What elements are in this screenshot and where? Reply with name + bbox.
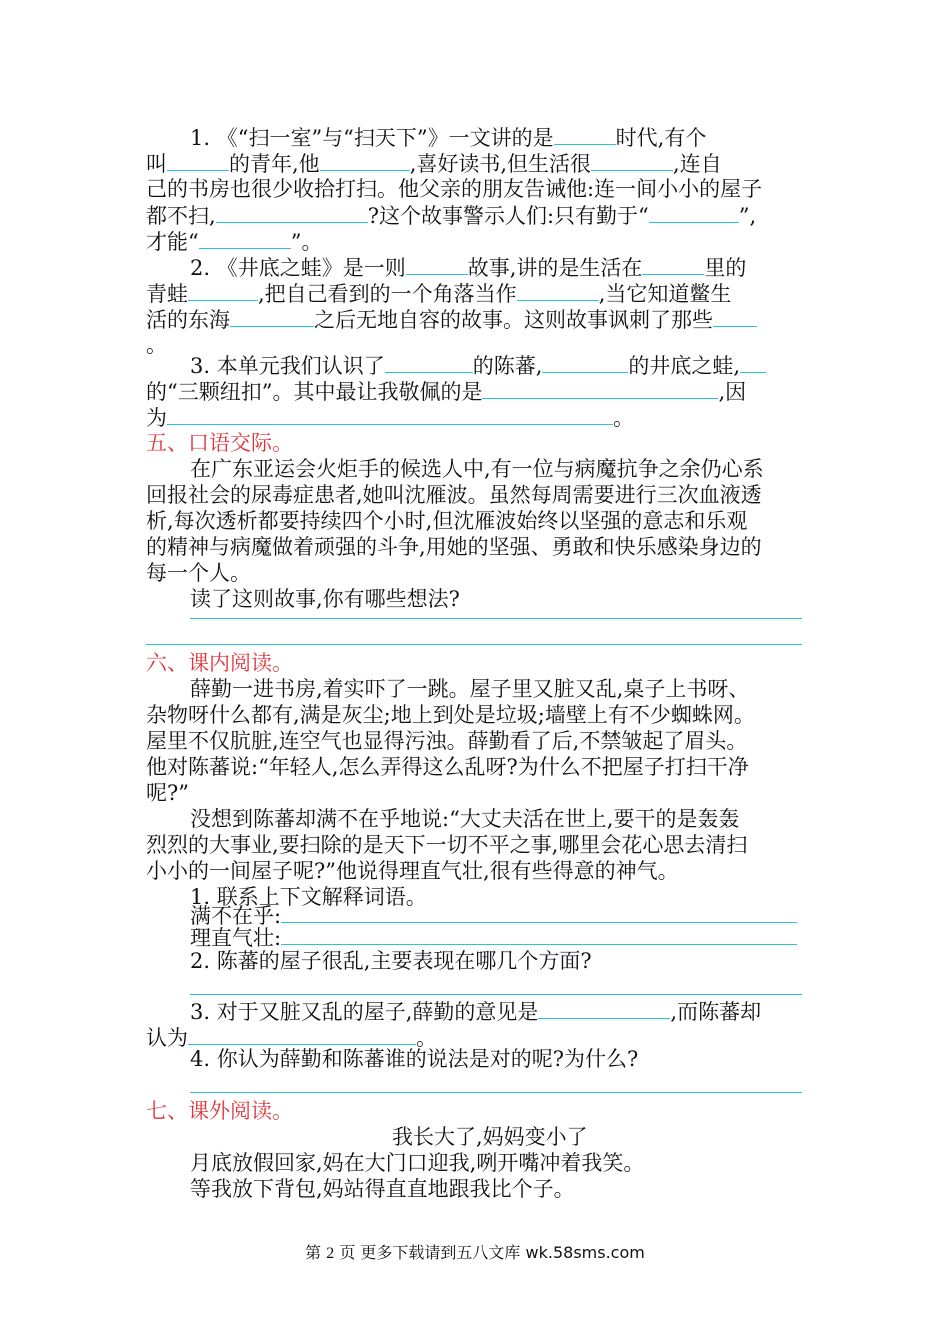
passage-line: 呢?”: [146, 781, 189, 805]
passage-line: 月底放假回家,妈在大门口迎我,咧开嘴冲着我笑。: [190, 1151, 645, 1175]
word-explain-1: 满不在乎:: [190, 902, 797, 929]
q3-in-class: 3. 对于又脏又乱的屋子,薛勤的意见是 ,而陈蕃却: [190, 1000, 762, 1024]
q2-line-2: 青蛙 ,把自己看到的一个角落当作 ,当它知道鳖生: [146, 282, 732, 306]
answer-line[interactable]: [190, 618, 802, 619]
question-text: 4. 你认为薛勤和陈蕃谁的说法是对的呢?为什么?: [190, 1047, 639, 1071]
passage-line: 析,每次透析都要持续四个小时,但沈雁波始终以坚强的意志和乐观: [146, 509, 748, 533]
q2-line-3: 活的东海 之后无地自容的故事。这则故事讽刺了那些: [146, 306, 757, 333]
word-explain-2: 理直气壮:: [190, 924, 797, 951]
passage-line: 等我放下背包,妈站得直直地跟我比个子。: [190, 1177, 575, 1201]
passage-line: 杂物呀什么都有,满是灰尘;地上到处是垃圾;墙壁上有不少蜘蛛网。: [146, 703, 755, 727]
passage-line: 屋里不仅肮脏,连空气也显得污浊。薛勤看了后,不禁皱起了眉头。: [146, 729, 748, 753]
q1-line-3: 己的书房也很少收拾打扫。他父亲的朋友告诫他:连一间小小的屋子: [146, 177, 763, 201]
question-text: 2. 陈蕃的屋子很乱,主要表现在哪几个方面?: [190, 949, 592, 973]
passage-line: 的精神与病魔做着顽强的斗争,用她的坚强、勇敢和快乐感染身边的: [146, 535, 762, 559]
q1-line-4: 都不扫, ?这个故事警示人们:只有勤于“ ”,: [146, 204, 757, 228]
passage-line: 烈烈的大事业,要扫除的是天下一切不平之事,哪里会花心思去清扫: [146, 833, 748, 857]
passage-line: 小小的一间屋子呢?”他说得理直气壮,很有些得意的神气。: [146, 859, 679, 883]
question-text: 读了这则故事,你有哪些想法?: [190, 587, 460, 611]
q3-line-3: 为 。: [146, 406, 634, 430]
passage-line: 没想到陈蕃却满不在乎地说:“大丈夫活在世上,要干的是轰轰: [190, 807, 740, 831]
q2-line-1: 2. 《井底之蛙》是一则 故事,讲的是生活在 里的: [190, 256, 747, 280]
answer-line[interactable]: [146, 644, 802, 645]
passage-line: 薛勤一进书房,着实吓了一跳。屋子里又脏又乱,桌子上书呀、: [190, 677, 750, 701]
section-heading-extra-reading: 七、课外阅读。: [146, 1099, 293, 1123]
q1-line-2: 叫 的青年,他 ,喜好读书,但生活很 ,连自: [146, 152, 722, 176]
page-footer: 第 2 页 更多下载请到五八文库 wk.58sms.com: [305, 1243, 645, 1262]
question-text: 1. 联系上下文解释词语。: [190, 885, 427, 909]
passage-line: 回报社会的尿毒症患者,她叫沈雁波。虽然每周需要进行三次血液透: [146, 483, 762, 507]
q3-in-class-cont: 认为 。: [146, 1026, 437, 1050]
section-heading-in-class-reading: 六、课内阅读。: [146, 651, 293, 675]
section-heading-oral: 五、口语交际。: [146, 431, 293, 455]
q1-line-5: 才能“ ”。: [146, 230, 323, 254]
q3-line-2: 的“三颗纽扣”。其中最让我敬佩的是 ,因: [146, 380, 747, 404]
passage-line: 在广东亚运会火炬手的候选人中,有一位与病魔抗争之余仍心系: [190, 457, 764, 481]
passage-line: 每一个人。: [146, 561, 251, 585]
q3-line-1: 3. 本单元我们认识了 的陈蕃, 的井底之蛙,: [190, 352, 766, 379]
q1-line-1: 1. 《“扫一室”与“扫天下”》一文讲的是 时代,有个: [190, 126, 707, 150]
passage-line: 他对陈蕃说:“年轻人,怎么弄得这么乱呀?为什么不把屋子打扫干净: [146, 755, 749, 779]
q2-line-4: 。: [146, 333, 167, 357]
answer-line[interactable]: [190, 994, 802, 995]
answer-line[interactable]: [190, 1092, 802, 1093]
story-title: 我长大了,妈妈变小了: [392, 1125, 588, 1149]
